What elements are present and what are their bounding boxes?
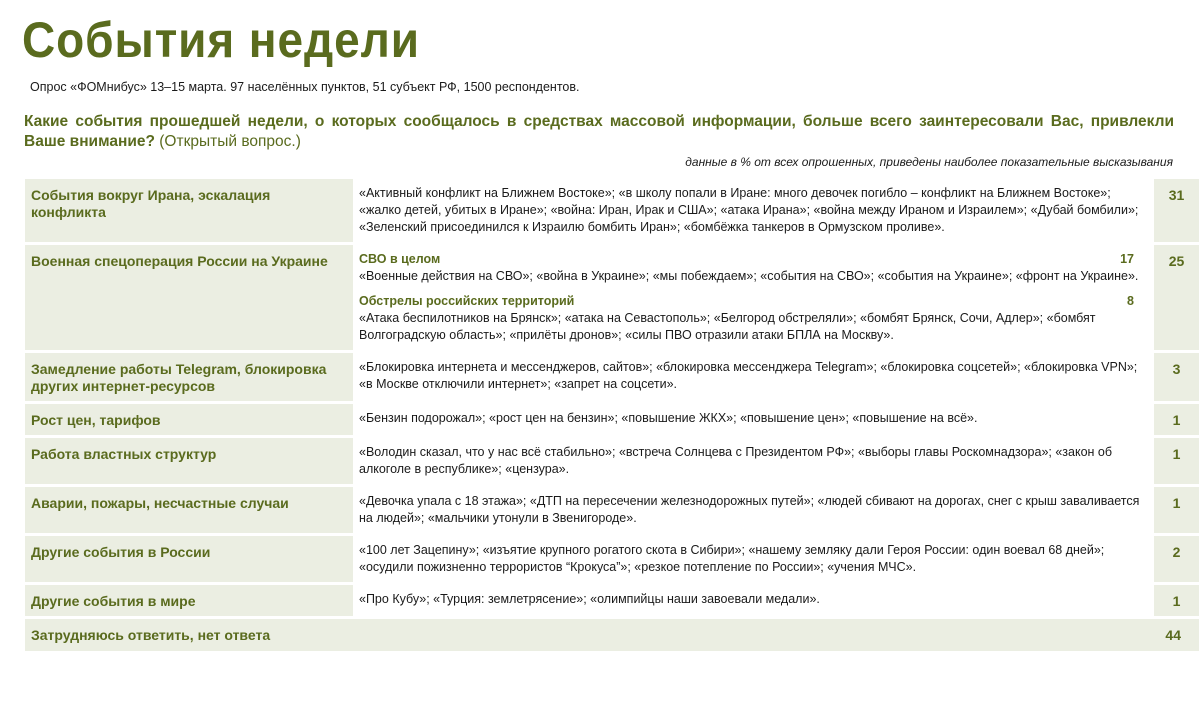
row-quotes: «100 лет Зацепину»; «изъятие крупного рогатого скота в Сибири»; «нашему земляку дали Героя России: один воевал 68 дней»; «осудили пожизненно террористов “Крокуса”»; «резкое потепление по России»; «учения МЧС». (353, 536, 1154, 582)
table-row (25, 353, 1199, 401)
question-note: (Открытый вопрос.) (159, 133, 301, 150)
row-value: 31 (1154, 179, 1199, 242)
row-quotes: «Блокировка интернета и мессенджеров, сайтов»; «блокировка мессенджера Telegram»; «блокировка соцсетей»; «блокировка VPN»; «в Москве отключили интернет»; «запрет на соцсети». (353, 353, 1154, 401)
row-category: События вокруг Ирана, эскалация конфликта (25, 179, 353, 242)
row-quotes: «Активный конфликт на Ближнем Востоке»; «в школу попали в Иране: много девочек погибло – конфликт на Ближнем Востоке»; «жалко детей, убитых в Иране»; «война: Иран, Ирак и США»; «атака Ирана»; «война между Ираном и Израилем»; «Дубай бомбили»; «Зеленский присоединился к Израилю бомбить Иран»; «бомбёжка танкеров в Ормузском проливе». (353, 179, 1154, 242)
table-row (25, 179, 1199, 242)
row-quotes: «Бензин подорожал»; «рост цен на бензин»; «повышение ЖКХ»; «повышение цен»; «повышение на всё». (353, 404, 1154, 435)
row-category: Другие события в мире (25, 585, 353, 616)
row-quotes: «Про Кубу»; «Турция: землетрясение»; «олимпийцы наши завоевали медали». (353, 585, 1154, 616)
row-quotes (353, 245, 1154, 350)
table-row (25, 487, 1199, 533)
sub-category (359, 293, 1142, 344)
row-value: 3 (1154, 353, 1199, 401)
table-row (25, 438, 1199, 484)
question-text: Какие события прошедшей недели, о которых сообщалось в средствах массовой информации, больше всего заинтересовали Вас, привлекли Ваше внимание? (24, 113, 1174, 150)
row-value: 2 (1154, 536, 1199, 582)
sub-category (359, 251, 1142, 285)
row-value: 1 (1154, 487, 1199, 533)
table-row (25, 404, 1199, 435)
final-row (25, 619, 1199, 651)
final-value: 44 (1154, 619, 1199, 651)
row-category: Замедление работы Telegram, блокировка других интернет-ресурсов (25, 353, 353, 401)
row-category: Аварии, пожары, несчастные случаи (25, 487, 353, 533)
row-quotes: «Девочка упала с 18 этажа»; «ДТП на пересечении железнодорожных путей»; «людей сбивают на дорогах, снег с крыш заваливается на людей»; «мальчики утонули в Звенигороде». (353, 487, 1154, 533)
sub-category-quotes: «Атака беспилотников на Брянск»; «атака на Севастополь»; «Белгород обстреляли»; «бомбят Брянск, Сочи, Адлер»; «бомбят Волгоградскую область»; «прилёты дронов»; «силы ПВО отразили атаки БПЛА на Москву». (359, 311, 1096, 342)
table-row (25, 585, 1199, 616)
row-value: 1 (1154, 585, 1199, 616)
row-category: Работа властных структур (25, 438, 353, 484)
sub-category-header (359, 293, 1142, 310)
survey-info: Опрос «ФОМнибус» 13–15 марта. 97 населённых пунктов, 51 субъект РФ, 1500 респондентов. (30, 80, 580, 94)
row-category: Рост цен, тарифов (25, 404, 353, 435)
row-value: 25 (1154, 245, 1199, 350)
sub-category-quotes: «Военные действия на СВО»; «война в Украине»; «мы побеждаем»; «события на СВО»; «события на Украине»; «фронт на Украине». (359, 269, 1139, 283)
page-title: События недели (22, 12, 420, 68)
final-category: Затрудняюсь ответить, нет ответа (25, 619, 1154, 651)
sub-category-label: СВО в целом (359, 252, 441, 266)
sub-category-header (359, 251, 1142, 268)
sub-category-value: 8 (1127, 294, 1134, 308)
row-category: Военная спецоперация России на Украине (25, 245, 353, 350)
table-row (25, 245, 1199, 350)
results-table (25, 176, 1199, 654)
sub-category-value: 17 (1120, 252, 1134, 266)
row-value: 1 (1154, 404, 1199, 435)
table-row (25, 536, 1199, 582)
survey-question (24, 112, 1174, 152)
row-category: Другие события в России (25, 536, 353, 582)
data-note: данные в % от всех опрошенных, приведены наиболее показательные высказывания (685, 155, 1173, 169)
row-quotes: «Володин сказал, что у нас всё стабильно»; «встреча Солнцева с Президентом РФ»; «выборы главы Роскомнадзора»; «закон об алкоголе в республике»; «цензура». (353, 438, 1154, 484)
sub-category-label: Обстрелы российских территорий (359, 294, 575, 308)
row-value: 1 (1154, 438, 1199, 484)
